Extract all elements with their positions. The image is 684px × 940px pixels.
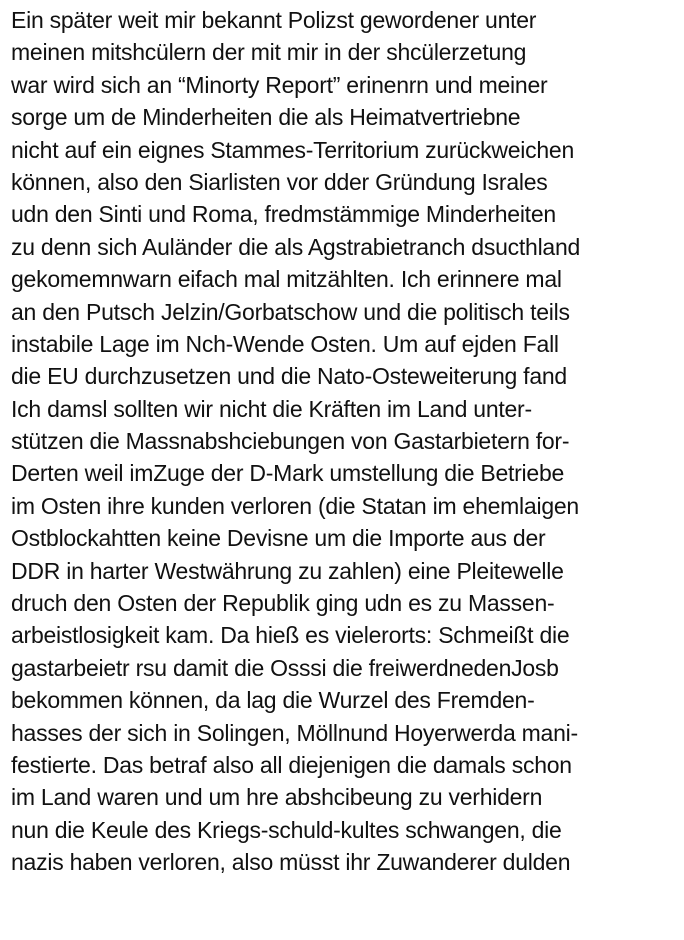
text-line-7: udn den Sinti und Roma, fredmstämmige Minderheiten <box>11 201 556 228</box>
text-line-21: gastarbeietr rsu damit die Osssi die freiwerdnedenJosb <box>11 654 559 681</box>
text-line-25: im Land waren und um hre abshcibeung zu verhidern <box>11 784 543 811</box>
text-line-8: zu denn sich Auländer die als Agstrabietranch dsucthland <box>11 233 581 260</box>
text-line-13: Ich damsl sollten wir nicht die Kräften im Land unter- <box>11 395 532 422</box>
text-line-17: Ostblockahtten keine Devisne um die Importe aus der <box>11 525 546 552</box>
text-line-27: nazis haben verloren, also müsst ihr Zuwanderer dulden <box>11 849 571 876</box>
text-line-16: im Osten ihre kunden verloren (die Statan im ehemlaigen <box>11 492 579 519</box>
text-line-2: meinen mitshcülern der mit mir in der shcülerzetung <box>11 39 527 66</box>
text-line-19: druch den Osten der Republik ging udn es zu Massen- <box>11 590 555 617</box>
text-line-9: gekomemnwarn eifach mal mitzählten. Ich erinnere mal <box>11 266 562 293</box>
text-line-18: DDR in harter Westwährung zu zahlen) eine Pleitewelle <box>11 557 564 584</box>
text-line-22: bekommen können, da lag die Wurzel des Fremden- <box>11 687 535 714</box>
text-line-10: an den Putsch Jelzin/Gorbatschow und die politisch teils <box>11 298 570 325</box>
text-line-24: festierte. Das betraf also all diejenigen die damals schon <box>11 751 572 778</box>
text-line-1: Ein später weit mir bekannt Polizst gewordener unter <box>11 7 537 33</box>
text-line-6: können, also den Siarlisten vor dder Gründung Israles <box>11 168 548 195</box>
body-text <box>11 4 683 879</box>
text-line-3: war wird sich an “Minorty Report” erinenrn und meiner <box>11 71 548 98</box>
text-line-11: instabile Lage im Nch-Wende Osten. Um auf ejden Fall <box>11 330 559 357</box>
text-line-4: sorge um de Minderheiten die als Heimatvertriebne <box>11 104 521 131</box>
text-line-26: nun die Keule des Kriegs-schuld-kultes schwangen, die <box>11 816 562 843</box>
text-line-14: stützen die Massnabshciebungen von Gastarbietern for- <box>11 428 570 455</box>
text-line-23: hasses der sich in Solingen, Möllnund Hoyerwerda mani- <box>11 719 578 746</box>
text-line-20: arbeistlosigkeit kam. Da hieß es vielerorts: Schmeißt die <box>11 622 570 649</box>
text-line-15: Derten weil imZuge der D-Mark umstellung die Betriebe <box>11 460 565 487</box>
text-line-12: die EU durchzusetzen und die Nato-Osteweiterung fand <box>11 363 567 390</box>
text-line-5: nicht auf ein eignes Stammes-Territorium zurückweichen <box>11 136 575 163</box>
